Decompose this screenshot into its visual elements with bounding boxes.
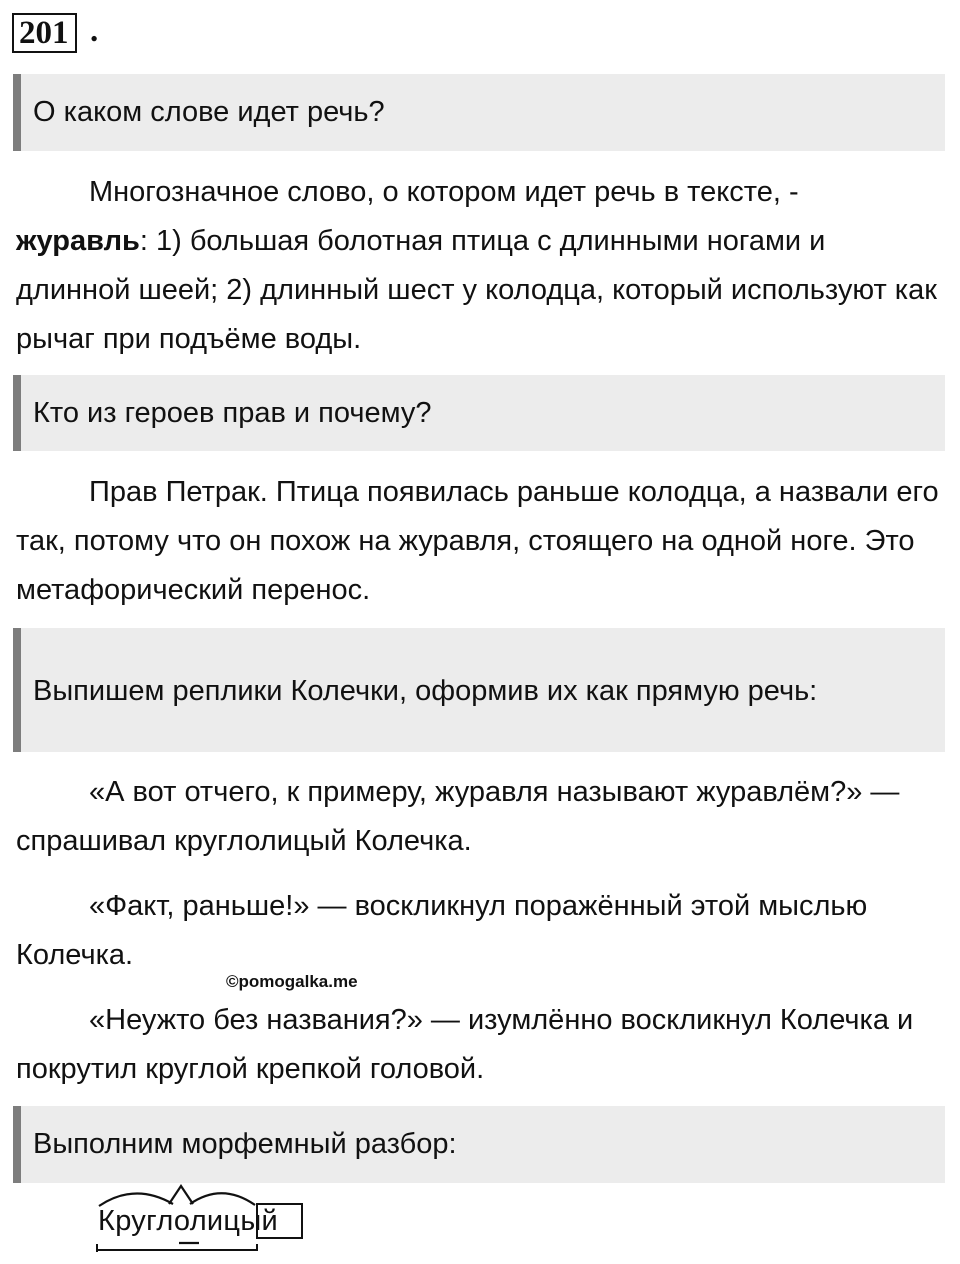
morpheme-analysis — [95, 1172, 355, 1252]
quote-text-2: «Факт, раньше!» — воскликнул поражённый этой мыслью Колечка. — [16, 890, 868, 971]
answer-paragraph-1 — [16, 168, 946, 364]
interfix-caret — [169, 1186, 193, 1204]
quote-paragraph-1 — [16, 768, 946, 866]
quote-text-1: «А вот отчего, к примеру, журавля называют журавлём?» — спрашивал круглолицый Колечка. — [16, 776, 900, 857]
morpheme-part-connector: о — [173, 1205, 190, 1237]
watermark: ©pomogalka.me — [226, 972, 358, 991]
answer-bold-word: журавль — [16, 225, 140, 257]
question-text-3: Выпишем реплики Колечки, оформив их как прямую речь: — [33, 674, 818, 707]
quote-paragraph-3 — [16, 996, 946, 1094]
question-box-3 — [13, 628, 945, 752]
question-text-1: О каком слове идет речь? — [33, 96, 385, 128]
question-text-4: Выполним морфемный разбор: — [33, 1128, 457, 1160]
exercise-number-box — [12, 13, 77, 53]
morpheme-part-ending: ый — [240, 1205, 278, 1237]
quote-text-3: «Неужто без названия?» — изумлённо воскликнул Колечка и покрутил круглой крепкой головой. — [16, 1004, 914, 1085]
morpheme-part-root2: лиц — [189, 1205, 241, 1237]
exercise-number: 201 — [19, 15, 69, 51]
stem-bracket — [97, 1244, 257, 1252]
quote-paragraph-2 — [16, 882, 946, 980]
answer-paragraph-2 — [16, 468, 946, 615]
question-box-1 — [13, 74, 945, 151]
answer-text: Прав Петрак. Птица появилась раньше колодца, а назвали его так, потому что он похож на журавля, стоящего на одной ноге. Это метафорический перенос. — [16, 476, 939, 606]
question-box-2 — [13, 375, 945, 451]
morpheme-marks — [95, 1172, 355, 1252]
root-arc-2 — [190, 1193, 255, 1205]
answer-text-before: Многозначное слово, о котором идет речь в тексте, - — [89, 176, 799, 208]
ending-box — [257, 1204, 302, 1238]
question-text-2: Кто из героев прав и почему? — [33, 396, 432, 429]
exercise-number-dot: . — [90, 13, 99, 49]
morpheme-part-root1: Кругл — [98, 1205, 174, 1237]
answer-text-after: : 1) большая болотная птица с длинными ногами и длинной шеей; 2) длинный шест у колодца, который используют как рычаг при подъёме воды. — [16, 225, 937, 355]
root-arc-1 — [99, 1193, 173, 1206]
